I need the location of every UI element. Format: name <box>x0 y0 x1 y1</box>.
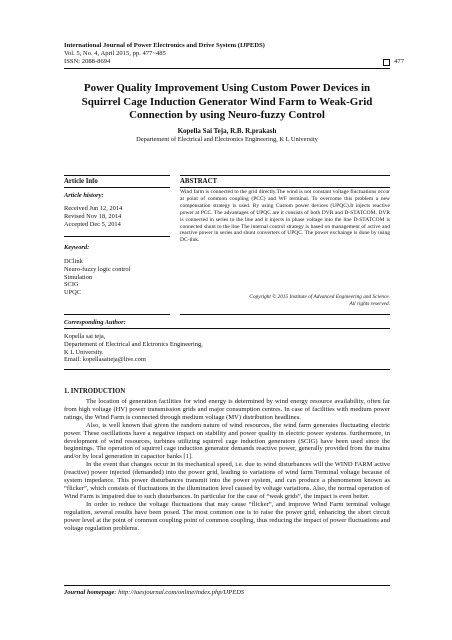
corresponding-info <box>64 333 390 364</box>
copyright <box>180 294 390 307</box>
keyword-heading: Keyword: <box>64 244 90 251</box>
article-info-heading: Article Info <box>64 178 98 185</box>
author-email[interactable]: Email: kopellasaiteja@live.com <box>64 356 146 364</box>
introduction-heading: 1. INTRODUCTION <box>64 388 126 395</box>
keyword-item: UPQC <box>64 289 82 297</box>
rights-line: All rights reserved. <box>349 300 390 307</box>
homepage-link[interactable]: : http://iaesjournal.com/online/index.php/IJPEDS <box>114 589 245 596</box>
paper-title: Power Quality Improvement Using Custom Power Devices in Squirrel Cage Induction Generator Wind Farm to Weak-Grid Connection by using Neuro-fuzzy Control <box>81 82 373 121</box>
author-univ: K L University. <box>64 348 104 356</box>
keyword-item: Simulation <box>64 273 93 281</box>
page-number: 477 <box>394 58 404 65</box>
info-top-rule <box>64 175 170 176</box>
corresponding-heading: Corresponding Author: <box>64 319 126 326</box>
history-accepted: Accepted Dec 5, 2014 <box>64 220 121 228</box>
history-heading: Article history: <box>64 192 104 199</box>
info-head-rule <box>64 187 170 188</box>
abstract-head-rule <box>180 187 390 188</box>
keyword-item: DClink <box>64 258 83 265</box>
keyword-list <box>64 258 170 297</box>
intro-paragraph: In order to reduce the voltage fluctuations that may cause “flicker”, and improve Wind Farm terminal voltage regulation, several results have been posed. The most common one is to raise the power grid, enhancing the short circuit power level at the point of common coupling point of common coupling, thus reducing the impact of power fluctuations and voltage regulation problems. <box>64 500 390 532</box>
abstract-bottom-rule <box>180 314 390 315</box>
journal-name: International Journal of Power Electronics and Drive System (IJPEDS) <box>64 42 265 49</box>
footer-rule <box>64 585 390 586</box>
author-name: Kopella sai teja, <box>64 333 106 340</box>
history-revised: Revised Nov 18, 2014 <box>64 212 122 220</box>
copyright-line: Copyright © 2015 Institute of Advanced Engineering and Science. <box>249 294 390 300</box>
footer <box>64 589 390 596</box>
issn-row <box>64 58 404 65</box>
journal-header <box>64 42 404 58</box>
corresponding-rule <box>64 328 390 329</box>
volume-line: Vol. 5, No. 4, April 2015, pp. 477~485 <box>64 50 166 57</box>
abstract-heading: ABSTRACT <box>180 178 218 185</box>
keyword-item: Neuro-fuzzy logic control <box>64 265 131 273</box>
issn: ISSN: 2088-8694 <box>64 58 111 65</box>
abstract-text: Wind farm is connected to the grid directly.The wind is not constant voltage fluctuations occur at point of common coupling (PCC) and WF terminal. To overcome this problem a new compensation strategy is used. By using Custom power devices (UPQC).It injects reactive power at PCC. The advantages of UPQC are it consists of both DVR and D-STATCOM. DVR is connected in series to the line and it injects in phase voltage into the line D-STATCOM is connected shunt to the line The internal control strategy is based on management of active and reactive power in series and shunt converters of UPQC. The power exchainge is done by using DC-link. <box>180 189 390 244</box>
info-bottom-rule <box>64 314 170 315</box>
history-list <box>64 205 170 228</box>
authors: Kopella Sai Teja, R.B. R.prakash <box>177 127 277 135</box>
header-rule <box>64 68 390 69</box>
checkbox-square-icon <box>383 59 390 66</box>
homepage-label: Journal homepage <box>64 589 115 596</box>
introduction-body <box>64 398 390 532</box>
intro-paragraph: The location of generation facilities for wind energy is determined by wind energy resource availability, often far from high voltage (HV) power transmission grids and major consumption centres. In case of facilities with medium power ratings, the Wind Farm is connected through medium voltage (MV) distribution headlines. <box>64 398 390 421</box>
intro-paragraph: In the event that changes occur in its mechanical speed, i.e. due to wind disturbances will the WIND FARM active (reactive) power injected (demanded) into the power grid, leading to variations of wind farm Terminal voltage because of system impedance. This power disturbances transmit into the power system, and can produce a phenomenon known as “flicker”, which consists of fluctuations in the illumination level caused by voltage variations. Also, the normal operation of Wind Farm is impaired due to such disturbances. In particular for the case of “weak grids”, the impact is even better. <box>64 461 390 500</box>
keyword-item: SCIG <box>64 281 79 289</box>
history-received: Received Jun 12, 2014 <box>64 205 123 212</box>
abstract-top-rule <box>180 175 390 176</box>
affiliation: Departement of Electrical and Electronics Engineering, K L University <box>136 136 318 143</box>
intro-paragraph: Also, is well known that given the random nature of wind resources, the wind farm generates fluctuating electric power. These oscillations have a negative impact on stability and power quality in electric power systems. furthermore, in development of wind resources, turbines utilizing squirrel cage induction generators (SCIG) have been used since the beginnings. The operation of squirrel cage induction generator demands reactive power, generally provided from the mains and/or by local generation in capacitor banks [1]. <box>64 421 390 461</box>
author-dept: Departement of Electrical and Elctronics Engineering, <box>64 340 203 348</box>
corresponding-bottom-rule <box>64 369 390 370</box>
history-rule <box>64 236 170 237</box>
